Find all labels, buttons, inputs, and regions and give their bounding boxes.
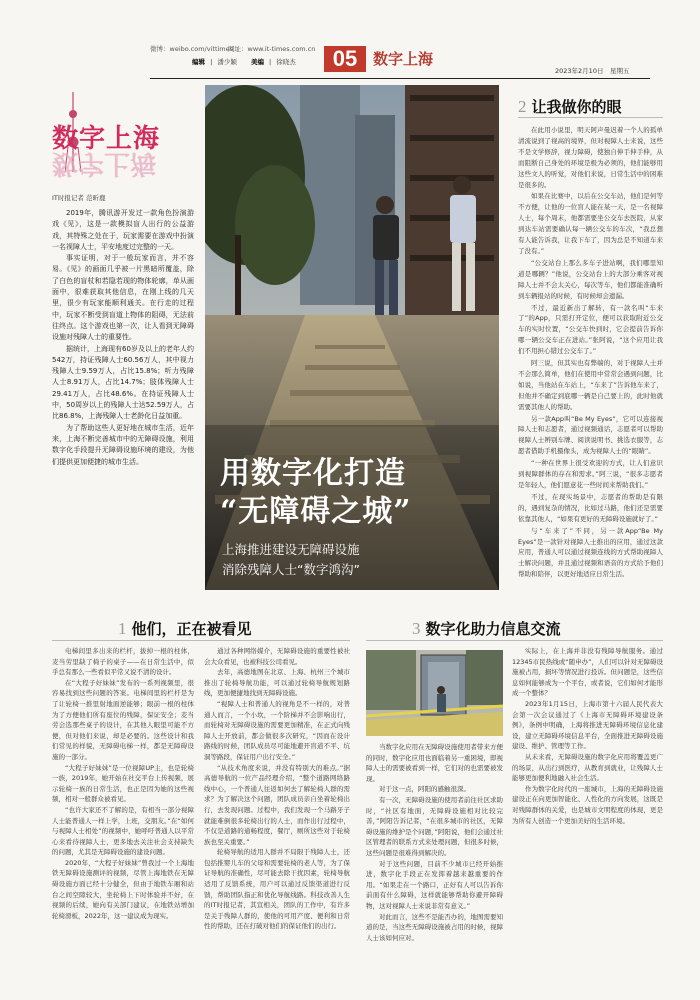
designer-label: 美编 [250,58,264,66]
intro-paragraph: 事实证明，对于一般玩家而言，并不容易。《见》的画面几乎被一片黑暗所覆盖，除了白色的盲杖和若隐若现的物体轮廓，单从画面中，很难获取其他信息，在刚上线的几天里，很少有玩家能顺利通关。在行走的过程中，玩家不断受到盲道上物体的阻碍，无法前往终点。这个游戏也第一次，让人看到无障碍设施对残障人士的重要性。 [52,254,194,342]
section-3-paragraph: 对于这一点，阿阳的感触很深。 [379,785,470,794]
editor-label: 编辑 [192,58,205,66]
weibo-text: 微博：weibo.com/vittimes [150,45,234,53]
section-3-paragraph: 作为数字化时代的一座城市，上海的无障碍设施建设正在向更加智能化、人性化的方向发展，这既是对残障群体的关爱，也是城市文明程度的体现，更是为所有人创造一个更加美好的生活环境。 [512,784,663,825]
section-3-heading [412,618,561,639]
subheadline-line-1: 上海推进建设无障碍设施 [222,542,360,557]
section-1-heading [118,618,252,639]
issue-date: 2023年2月10日 星期五 [555,67,630,75]
accessible-elevator-photo [366,650,503,736]
section-1-number: 1 [118,619,127,638]
byline: IT时报记者 范昕鹿 [52,194,106,202]
masthead-info [150,44,233,54]
section-3-paragraph: 从未来看，无障碍设施的数字化应用将覆盖更广的场景，从出行到医疗，从教育到就业，让残障人士能够更加便利地融入社会生活。 [512,752,663,783]
column-logo-text: 数字上海 [52,123,161,153]
section-2-paragraph: 不过，最近新出了解转，有一款名叫“车来了”的App，只需打开定位，便可以获取附近公交车的实时位置，“公交车快到时，它会提前告诉你哪一辆公交车正在进站。”张阿说，“这个应用让我们不用担心错过公交车了。” [518,303,663,356]
section-3-column-a [366,742,503,986]
section-2-body [518,125,663,581]
editor-line: 编辑 | 潘少颖 美编 | 徐晓杰 [192,58,296,66]
column-logo [52,100,192,178]
section-2-paragraph: “公交站台上那么多车子进站啊，我们哪里知道是哪辆？”他说，公交站台上的大部分乘客对视障人士并不会太关心，每次等车，他们都能准确听到车辆报站的时候，有时候却会遗漏。 [518,258,663,300]
section-1-title: 他们，正在被看见 [131,620,252,638]
section-3-paragraph: 对于这些问题，目前不少城市已经开始推进，数字化手段正在发挥着越来越重要的作用。“如果走在一个路口，正好有人可以告诉你前面有什么障碍，这样就能够帮助你避开障碍物，这对视障人士来说非常有意义。” [366,859,503,910]
section-2-paragraph: “一种在世界上很受欢迎的方式，让人们意识到视障群体的存在和需求。”阿三说，“很多志愿者是年轻人，他们愿意花一些时间来帮助我们。” [518,459,663,489]
section-3-paragraph: 对此而言，这些不是能否办的，地图需要知道的是，当这些无障碍设施被占用的时候，视障人士该如何应对。 [366,912,503,942]
subheadline-line-2: 消除残障人士“数字鸿沟” [222,562,360,577]
accessible-ramp-image [366,650,503,736]
section-1-paragraph: 去年，高德地图在北京、上海、杭州三个城市推出了轮椅导航功能，可以通过轮椅导航规划路线，更加便捷地找到无障碍设施。 [204,668,350,698]
section-3-number: 3 [412,619,421,638]
section-2-heading [518,96,622,117]
section-3-paragraph: 有一次，无障碍设施的使用者前往社区求助时，“社区有地面，无障碍设施相对比较完善，”阿阳告诉记者，“在很多城市的社区，无障碍设施的维护是个问题，”阿阳说，他们会通过社区管理者的联系方式来处理问题，但很多时候，这些问题是很难得到解决的。 [366,795,503,857]
section-3-paragraph: 当数字化应用在无障碍设施使用者带来方便的同时，数字化应用也面临着另一重困境，即视障人士的需要被看到一样，它们对的也需要被发现。 [366,743,503,783]
section-3-title: 数字化助力信息交流 [425,620,561,638]
section-3-rule [366,640,663,641]
section-2-number: 2 [518,97,527,116]
section-2-paragraph: 在此用小说里，明天阿声曼迟着一个人的孤单清流说到了视高的境界，但对视障人士来说，这些不是文学修辞，视力障碍，使独自伸手伸手伸，从而阻断自己身处的环境是极为必须的，他们能够用这些文人的听觉，对他们来说，日常生活中的困难是很多的。 [518,126,663,189]
section-3-paragraph: 2023年1月15日，上海市第十六届人民代表大会第一次会议通过了《上海市无障碍环境建设条例》，条例中明确，上海将推进无障碍环境信息化建设，建立无障碍环境信息平台，全面推进无障碍设施建设、维护、管理等工作。 [512,699,663,751]
section-2-paragraph: 不过，在现实场景中，志愿者的帮助是有限的，遇到复杂的情况，比如过马路，他们还是需要依靠其他人，“如果有更好的无障碍设施就好了。” [518,492,663,523]
section-1-paragraph: “从技术角度来说，并没有特别大的难点。”据高德导航的一位产品经理介绍，“整个道路网络路线中心，一个普通人往返如何去了解轮椅人群的需求？为了解决这个问题，团队成员亲自坐着轮椅出行，去发现问题。过程中，我们发现一个马路牙子就能难倒很多轮椅出行的人士，而作出行过程中，不仅是道路的通畅程度，餐厅，厕所这些对于轮椅族也至关重要。” [204,763,350,846]
column-logo-reflection: 数字上海 [52,148,157,178]
section-1-paragraph: “视障人士和普通人的视角是不一样的，对普通人而言，一个小坎，一个阶梯并不会影响出行，而轮椅对无障碍设施的需要更加精准，在正式向残障人士开放前，都会做很多次研究，“因而在设计路线的时候，团队成员尽可能地避开盲道不平、坑洞等路段，保证用户出行安全。” [204,699,350,761]
section-1-paragraph: “大程子好妹妹”是一位视障UP主，也是轮椅一族，2019年，她开始在社交平台上传视频，展示轮椅一族的日常生活，也正是因为她的这些视频，相对一般群众被看见。 [52,763,194,804]
designer-name: 徐晓杰 [276,58,296,66]
intro-column [52,208,194,468]
section-name: 数字上海 [373,50,434,68]
headline-line-2: “无障碍之城” [220,494,412,529]
website-text: 网址：www.it-times.com.cn [228,45,316,53]
section-1-paragraph: 在“大程子好妹妹”发布的一系列视频里，很容易找到这些问题的答案。电梯间里的栏杆是为了让轮椅一推里射地面逆能够；眼前一根的柱体为了方便他们所有座位的残障，保证安全；麦当劳会选那些桌子的设计，在其他人眼里可能不方便，但对他们来说，却是必要的。这些设计和我们常见的样貌，无障碍电梯一样，都是无障碍设施的一部分。 [52,678,194,761]
section-1-paragraph: 2020年，“大程子好妹妹”曾我过一个上海地铁无障碍设施测评的视频，尽管上海地铁在无障碍设施方面已经十分健全，但由于地铁车厢和站台之间空隙较大，坐轮椅上下时体验并不好，在视频的后续，她向有关部门建议，在地铁站增加轮椅滑板，2022年，这一建议成为现实。 [52,858,194,920]
section-2-title: 让我做你的眼 [531,98,622,116]
section-1-paragraph: “也许大家还不了解的是，有相当一部分视障人士能普通人一样上学，上班，交朋友。”在“如何与视障人士相处”的视频中，她呼吁普通人以平常心来看待视障人士，更多地去关注社会支持缺失的问题，尤其是无障碍设施的建设问题。 [52,805,194,857]
section-1-paragraph: 轮椅导航的适用人群并不局限于残障人士，还包括推婴儿车的父母和需要轮椅的老人等，为了保证导航的准确性，尽可能去除干扰因素，轮椅导航适用了反馈系统，用户可以通过反馈渠道进行反馈，帮助团队指正和优化导航线路。科技改善人生的IT时报记者，其宣相关，团队的工作中，有许多是关于残障人群的，使他的可用产度、便利和日常性的帮助，还在打破对他们的保证他们的出行。 [204,848,350,931]
section-1-paragraph: 通过各种网络媒介，无障碍设施的重要性被社会大众看见，也被科技公司看见。 [204,647,350,666]
intro-paragraph: 2019年，腾讯游开发过一款角色扮演游戏《见》，这是一款模拟盲人出行的公益游戏，其特殊之处在于，玩家需要在游戏中扮演一名视障人士，平安地度过完整的一天。 [52,209,194,251]
section-2-rule [518,117,663,118]
intro-paragraph: 据统计，上海现有60岁及以上的老年人约542万，持证残障人士60.56万人，其中视力残障人士9.59万人，占比15.8%；听力残障人士8.91万人，占比14.7%；肢体残障人士29.41万人，占比48.6%。在持证残障人士中，50周岁以上的残障人士达52.59万人，占比86.8%，上海残障人士老龄化日益加重。 [52,344,194,421]
section-1-rule [52,640,350,641]
section-3-column-b [512,646,663,986]
editor-name: 潘少颖 [217,58,237,66]
section-2-paragraph: 阿三说，但其实也有弊端的，对于视障人士并不会那么简单，他们在使用中常常会遇到问题，比如说，当他站在车站上，“车来了”告诉他车来了，但他并不确定到底哪一辆是自己要上的，此时他就需要其他人的帮助。 [518,359,663,411]
masthead-rule [150,78,650,79]
section-2-paragraph: 与“车来了”不同，另一款App“Be My Eyes”是一款针对视障人士推出的应用，通过这款应用，普通人可以通过视频连线的方式帮助视障人士解决问题，并且通过视频和语音的方式给予他们帮助和陪伴，以更好地适应日常生活。 [518,526,663,579]
headline-line-1: 用数字化打造 [220,456,406,491]
section-1-column-a [52,646,194,986]
section-2-paragraph: 另一款App叫“Be My Eyes”，它可以连接视障人士和志愿者，通过视频通话，志愿者可以帮助视障人士辨别车牌、阅读说明书、挑选衣服等，志愿者借助手机摄像头，成为视障人士的“眼睛”。 [518,414,663,456]
page-number: 05 [324,46,366,72]
section-3-paragraph: 实际上，在上海并非没有残障导航服务。通过12345市民热线或“随申办”，人们可以针对无障碍设施被占用，损坏等情况进行投诉。但问题是，这些信息如何能够成为一个平台，或者说，它们如何才能形成一个整体？ [512,647,663,698]
intro-paragraph: 为了帮助这些人更好地在城市生活，近年来，上海不断完善城市中的无障碍设施，利用数字化手段提升无障碍设施环境的建设，为他们提供更加便捷的城市生活。 [52,423,194,466]
section-1-column-b [204,646,350,986]
section-1-paragraph: 电梯间里多出来的栏杆，拔掉一根的柱体，麦当劳里缺了椅子的桌子——在日常生活中，似乎总有那么一些看似平常又说不清的设计。 [52,647,194,677]
section-2-paragraph: 如果在比赛中，以后在公交车站，他们是何等不方便，让他的一位盲人能在某一天，是一名视障人士，每个周末，他都需要坐公交车去医院，从家到达车站需要确认每一辆公交车的车次，“我总想有人能告诉我，让我下车了，因为总是不知道车来了没有。” [518,192,663,255]
